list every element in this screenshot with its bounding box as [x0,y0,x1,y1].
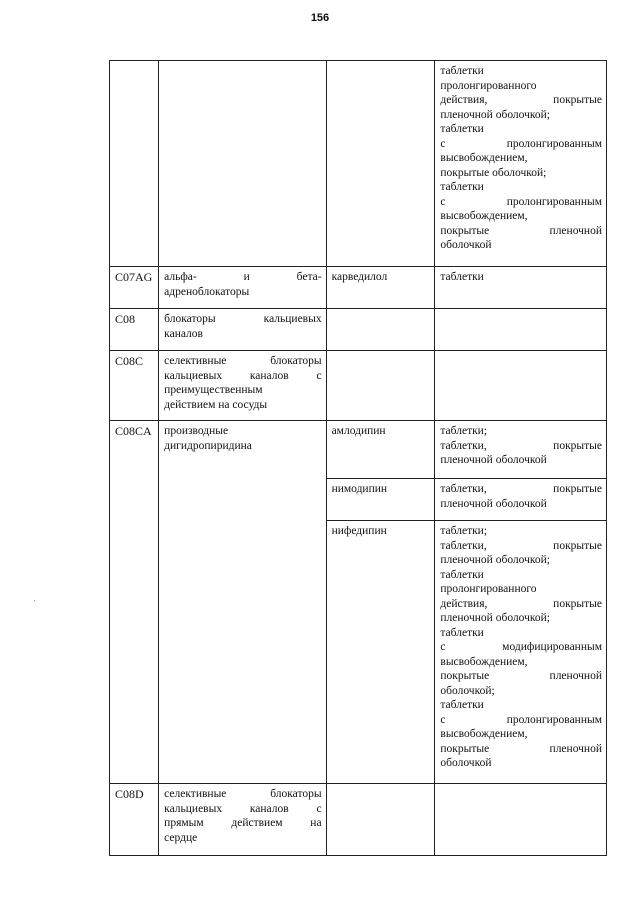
description-line: каналов [164,327,203,340]
dosage-form-cell [435,351,607,421]
description-line: преимущественным [164,384,263,396]
dosage-form-line: таблетки, покрытые [440,483,602,495]
description-line: адреноблокаторы [164,285,250,298]
description-line: альфа- и бета- [164,271,322,283]
dosage-form-line: таблетки, покрытые [440,439,602,452]
dosage-form-line: покрытые пленочной [440,742,602,755]
group-description-cell [159,421,326,784]
description-line: дигидропиридина [164,439,252,452]
atc-code-cell: C08D [110,784,159,856]
description-line: прямым действием на [164,817,322,829]
dosage-form-line: пленочной оболочкой; [440,612,550,624]
group-description-cell [159,61,326,267]
dosage-form-line: с пролонгированным [440,137,602,150]
dosage-form-line: таблетки [440,181,484,193]
dosage-form-cell [435,784,607,856]
drug-name-cell [326,309,435,351]
atc-code-cell: C08C [110,351,159,421]
group-description-cell [159,267,326,309]
dosage-form-line: таблетки [440,123,484,135]
atc-classification-table [109,60,607,856]
drug-name-cell [326,351,435,421]
dosage-form-line: с пролонгированным [440,713,602,726]
atc-code-cell: C08CA [110,421,159,784]
dosage-form-line: пленочной оболочкой [440,454,547,466]
dosage-form-line: действия, покрытые [440,94,602,106]
dosage-form-line: таблетки [440,626,484,639]
dosage-form-line: таблетки [440,699,484,711]
drug-name-cell: нимодипин [326,479,435,521]
description-line: селективные блокаторы [164,355,322,367]
drug-name-cell [326,61,435,267]
table-row [110,784,607,856]
dosage-form-line: оболочкой; [440,684,495,697]
dosage-form-line: с пролонгированным [440,195,602,208]
table-row [110,351,607,421]
page-number: 156 [310,12,330,24]
description-line: блокаторы кальциевых [164,313,322,325]
description-line: действием на сосуды [164,398,268,411]
dosage-form-line: таблетки [440,568,484,581]
dosage-form-cell [435,479,607,521]
dosage-form-line: высвобождением, [440,728,528,740]
scan-edge-mark [34,600,35,601]
dosage-form-line: с модифицированным [440,641,602,653]
dosage-form-line: оболочкой [440,757,492,769]
description-line: производные [164,425,229,437]
description-line: кальциевых каналов с [164,802,322,815]
dosage-form-line: таблетки, покрытые [440,539,602,552]
dosage-form-line: покрытые пленочной [440,670,602,682]
atc-code-cell [110,61,159,267]
dosage-form-line: высвобождением, [440,210,528,222]
group-description-cell [159,351,326,421]
dosage-form-line: таблетки [440,65,484,77]
table-row [110,421,607,479]
dosage-form-line: пролонгированного [440,583,537,595]
drug-name-cell: нифедипин [326,521,435,784]
dosage-form-line: покрытые пленочной [440,224,602,237]
dosage-form-line: таблетки; [440,425,488,437]
dosage-form-cell [435,61,607,267]
description-line: сердце [164,831,198,844]
atc-code-cell: C07AG [110,267,159,309]
dosage-form-line: высвобождением, [440,655,528,668]
table-row [110,61,607,267]
dosage-form-line: пленочной оболочкой; [440,554,550,566]
dosage-form-cell [435,267,607,309]
group-description-cell [159,309,326,351]
drug-name-cell: карведилол [326,267,435,309]
dosage-form-line: высвобождением, [440,152,528,164]
dosage-form-cell [435,309,607,351]
dosage-form-line: таблетки [440,271,484,283]
dosage-form-cell [435,421,607,479]
description-line: кальциевых каналов с [164,369,322,382]
dosage-form-line: действия, покрытые [440,597,602,610]
drug-name-cell: амлодипин [326,421,435,479]
dosage-form-cell [435,521,607,784]
table-row [110,309,607,351]
dosage-form-line: оболочкой [440,239,492,251]
drug-name-cell [326,784,435,856]
description-line: селективные блокаторы [164,788,322,800]
dosage-form-line: пролонгированного [440,79,537,92]
dosage-form-line: пленочной оболочкой [440,497,547,510]
table-row [110,267,607,309]
dosage-form-line: пленочной оболочкой; [440,108,550,121]
group-description-cell [159,784,326,856]
dosage-form-line: таблетки; [440,525,488,537]
dosage-form-line: покрытые оболочкой; [440,166,547,179]
atc-code-cell: C08 [110,309,159,351]
